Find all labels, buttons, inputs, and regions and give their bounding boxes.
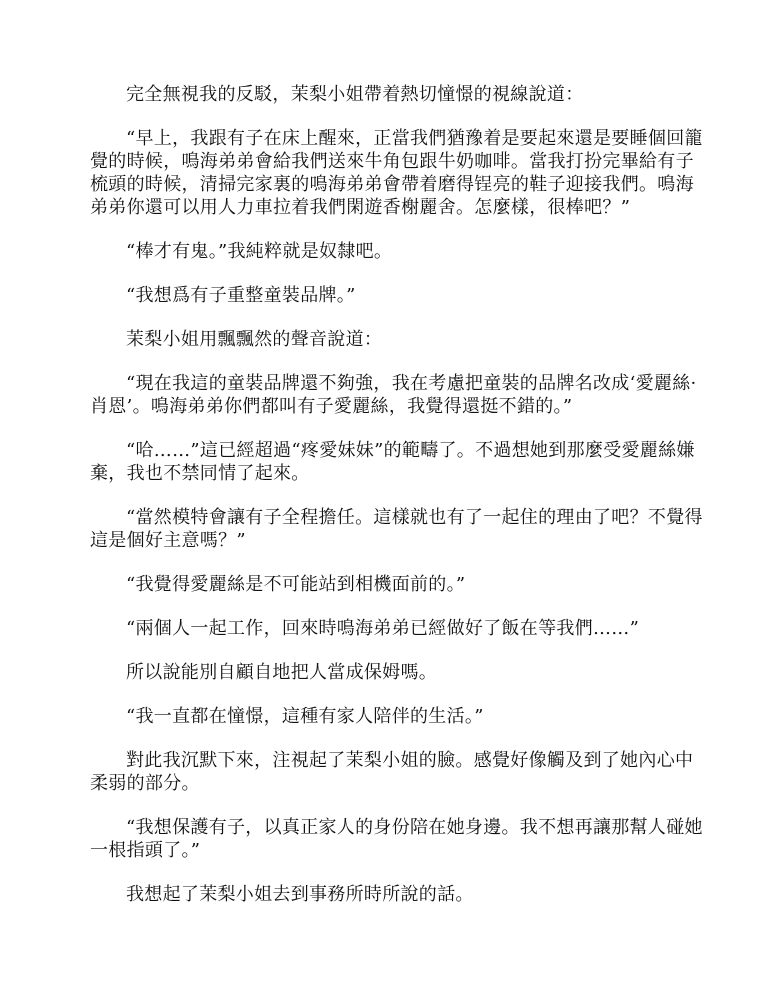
paragraph: “我想爲有子重整童裝品牌。” (126, 285, 356, 306)
paragraph: “我一直都在憧憬，這種有家人陪伴的生活。” (126, 706, 484, 727)
paragraph: “早上，我跟有子在床上醒來，正當我們猶豫着是要起來還是要睡個回籠覺的時候，鳴海弟弟會給我們送來牛角包跟牛奶咖啡。當我打扮完畢給有子梳頭的時候，清掃完家裏的鳴海弟弟會帶着磨得锃亮的鞋子迎接我們。鳴海弟弟你還可以用人力車拉着我們閑遊香榭麗舍。怎麼樣，很棒吧？” (90, 128, 703, 218)
paragraph: 我想起了茉梨小姐去到事務所時所說的話。 (126, 884, 474, 905)
paragraph: “兩個人一起工作，回來時鳴海弟弟已經做好了飯在等我們……” (126, 618, 640, 639)
paragraph: 對此我沉默下來，注視起了茉梨小姐的臉。感覺好像觸及到了她內心中柔弱的部分。 (90, 750, 694, 794)
paragraph: 完全無視我的反駁，茉梨小姐帶着熱切憧憬的視線說道： (126, 84, 584, 105)
paragraph: 所以說能別自顧自地把人當成保姆嗎。 (126, 662, 438, 683)
paragraph: “棒才有鬼。”我純粹就是奴隸吧。 (126, 241, 393, 262)
paragraph: 茉梨小姐用飄飄然的聲音說道： (126, 329, 383, 350)
paragraph: “我想保護有子，以真正家人的身份陪在她身邊。我不想再讓那幫人碰她一根指頭了。” (90, 817, 703, 861)
paragraph: “現在我這的童裝品牌還不夠強，我在考慮把童裝的品牌名改成‘愛麗絲·肖恩’。鳴海弟弟你們都叫有子愛麗絲，我覺得還挺不錯的。” (90, 373, 697, 417)
paragraph: “當然模特會讓有子全程擔任。這樣就也有了一起住的理由了吧？不覺得這是個好主意嗎？” (90, 507, 703, 551)
paragraph: “哈……”這已經超過“疼愛妹妹”的範疇了。不過想她到那麼受愛麗絲嫌棄，我也不禁同情了起來。 (90, 440, 695, 484)
paragraph: “我覺得愛麗絲是不可能站到相機面前的。” (126, 574, 466, 595)
